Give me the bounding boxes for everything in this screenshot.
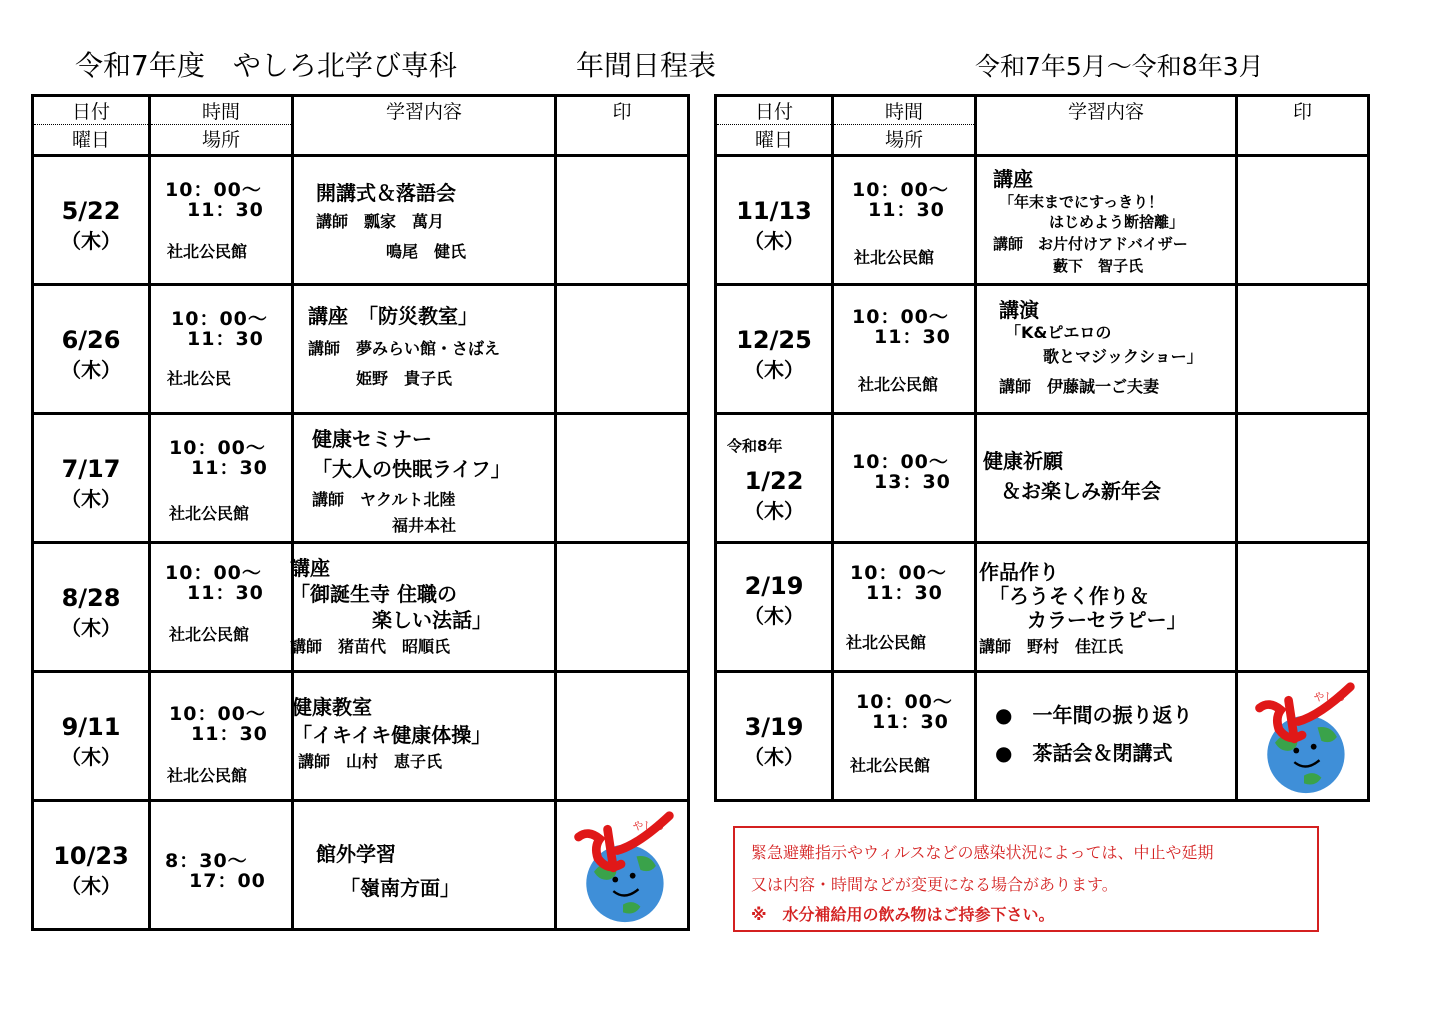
content-line: 歌とマジックショー」: [1043, 347, 1203, 366]
time-end: 11：30: [187, 582, 264, 604]
year-prefix: 令和8年: [727, 437, 783, 455]
content-line: 講師 夢みらい館・さばえ: [308, 339, 501, 358]
time-end: 11：30: [191, 457, 268, 479]
yashiro-kita-earth-logo-icon: [1246, 679, 1362, 795]
content-line: 健康祈願: [983, 449, 1063, 473]
header-place: 場所: [884, 129, 923, 151]
time-start: 10：00～: [852, 179, 949, 201]
header-date: 日付: [717, 97, 831, 125]
time-start: 10：00～: [852, 306, 949, 328]
table-row: [33, 414, 689, 543]
page-title: 令和7年度 やしろ北学び専科: [75, 49, 457, 82]
session-place: 社北公民館: [854, 248, 935, 267]
content-line: 「年末までにすっきり！: [999, 193, 1164, 211]
session-weekday: （木）: [61, 874, 121, 898]
session-date: 12/25: [736, 326, 812, 354]
content-line: 開講式＆落語会: [316, 181, 456, 205]
content-line: 館外学習: [316, 842, 396, 866]
session-weekday: （木）: [61, 616, 121, 640]
header-time: 時間: [834, 97, 974, 125]
stamp-cell: [556, 285, 689, 414]
content-line: 講師 ヤクルト北陸: [312, 490, 456, 509]
svg-text:やしろ: やしろ: [632, 819, 665, 833]
session-weekday: （木）: [744, 499, 804, 523]
yashiro-kita-earth-logo-icon: [565, 808, 681, 924]
notice-line-2: 又は内容・時間などが変更になる場合があります。: [751, 875, 1118, 894]
session-date: 11/13: [736, 197, 812, 225]
session-weekday: （木）: [744, 604, 804, 628]
session-date: 8/28: [61, 584, 121, 612]
stamp-cell: [1237, 672, 1369, 801]
time-start: 10：00～: [852, 451, 949, 473]
session-place: 社北公民館: [850, 756, 931, 775]
svg-text:やしろ: やしろ: [1313, 690, 1346, 704]
session-place: 社北公民館: [167, 766, 248, 785]
session-place: 社北公民館: [169, 625, 250, 644]
content-line: 「ろうそく作り＆: [989, 584, 1149, 608]
header-weekday: 曜日: [71, 129, 110, 151]
session-place: 社北公民館: [846, 633, 927, 652]
content-line: ＆お楽しみ新年会: [1001, 479, 1161, 503]
time-start: 10：00～: [165, 562, 262, 584]
session-date: 3/19: [744, 713, 804, 741]
content-line: 鳴尾 健氏: [386, 242, 467, 261]
content-line: 福井本社: [392, 516, 457, 535]
content-line: 講師 瓢家 萬月: [316, 212, 445, 231]
time-end: 11：30: [868, 199, 945, 221]
table-row: [716, 672, 1369, 801]
header-stamp: 印: [612, 101, 632, 123]
notice-line-1: 緊急避難指示やウィルスなどの感染状況によっては、中止や延期: [751, 843, 1214, 862]
content-line: 講座: [290, 556, 330, 580]
content-line: 健康セミナー: [312, 427, 432, 451]
header-place: 場所: [201, 129, 240, 151]
session-date: 9/11: [61, 713, 121, 741]
content-line: 姫野 貴子氏: [356, 369, 453, 388]
stamp-cell: [1237, 543, 1369, 672]
content-line: 「嶺南方面」: [340, 876, 460, 900]
schedule-title: 年間日程表: [576, 49, 717, 82]
stamp-cell: [556, 156, 689, 285]
table-row: [33, 285, 689, 414]
time-start: 10：00～: [850, 562, 947, 584]
session-weekday: （木）: [61, 358, 121, 382]
stamp-cell: [556, 414, 689, 543]
content-line: 「御誕生寺 住職の: [290, 582, 457, 606]
content-line: 楽しい法話」: [372, 608, 492, 632]
session-date: 5/22: [61, 197, 121, 225]
stamp-cell: [1237, 285, 1369, 414]
session-date: 2/19: [744, 572, 804, 600]
session-date: 6/26: [61, 326, 121, 354]
schedule-table-right: [714, 94, 1370, 802]
session-weekday: （木）: [61, 229, 121, 253]
table-row: [716, 285, 1369, 414]
session-weekday: （木）: [744, 358, 804, 382]
table-row: [33, 672, 689, 801]
header-date: 日付: [34, 97, 148, 125]
time-start: 10：00～: [856, 691, 953, 713]
table-row: [716, 414, 1369, 543]
session-date: 7/17: [61, 455, 121, 483]
time-end: 17：00: [189, 870, 266, 892]
notice-line-3: ※ 水分補給用の飲み物はご持参下さい。: [751, 905, 1055, 924]
stamp-cell: [556, 672, 689, 801]
stamp-cell: [1237, 156, 1369, 285]
content-line: 講座: [993, 167, 1033, 191]
content-line: ● 茶話会＆閉講式: [995, 741, 1173, 765]
content-line: 講師 伊藤誠一ご夫妻: [999, 377, 1160, 396]
content-line: 藪下 智子氏: [1053, 257, 1144, 275]
time-end: 11：30: [187, 328, 264, 350]
stamp-cell: [556, 543, 689, 672]
session-weekday: （木）: [61, 745, 121, 769]
content-line: 講師 お片付けアドバイザー: [993, 235, 1188, 253]
content-line: 「K&ピエロの: [1005, 323, 1112, 342]
content-line: 講師 猪苗代 昭順氏: [290, 637, 451, 656]
header-time: 時間: [151, 97, 291, 125]
header-content: 学習内容: [1067, 101, 1144, 123]
table-row: [33, 543, 689, 672]
stamp-cell: [556, 801, 689, 930]
table-row: [716, 543, 1369, 672]
content-line: ● 一年間の振り返り: [995, 703, 1193, 727]
time-start: 10：00～: [165, 179, 262, 201]
schedule-table-left: [31, 94, 690, 931]
table-row: [33, 801, 689, 930]
time-start: 10：00～: [169, 437, 266, 459]
time-end: 11：30: [874, 326, 951, 348]
time-end: 11：30: [187, 199, 264, 221]
content-line: 講座 「防災教室」: [308, 304, 478, 328]
content-line: カラーセラピー」: [1027, 608, 1187, 632]
table-header-row: [33, 96, 689, 156]
content-line: 講師 野村 佳江氏: [979, 637, 1124, 656]
notice-box: [733, 826, 1319, 932]
session-date: 10/23: [53, 842, 129, 870]
session-weekday: （木）: [744, 229, 804, 253]
session-weekday: （木）: [744, 745, 804, 769]
time-end: 13：30: [874, 471, 951, 493]
content-line: 講師 山村 恵子氏: [298, 752, 443, 771]
content-line: 講演: [999, 298, 1039, 322]
content-line: 「大人の快眠ライフ」: [312, 457, 511, 481]
session-date: 1/22: [744, 467, 804, 495]
table-row: [33, 156, 689, 285]
header-stamp: 印: [1292, 101, 1312, 123]
stamp-cell: [1237, 414, 1369, 543]
time-end: 11：30: [872, 711, 949, 733]
table-row: [716, 156, 1369, 285]
content-line: 健康教室: [292, 695, 372, 719]
content-line: 作品作り: [979, 560, 1059, 584]
header-weekday: 曜日: [754, 129, 793, 151]
session-place: 社北公民: [167, 369, 232, 388]
time-start: 8：30～: [165, 850, 248, 872]
time-end: 11：30: [191, 723, 268, 745]
session-place: 社北公民館: [858, 375, 939, 394]
time-start: 10：00～: [171, 308, 268, 330]
content-line: 「イキイキ健康体操」: [292, 723, 492, 747]
time-end: 11：30: [866, 582, 943, 604]
session-place: 社北公民館: [169, 504, 250, 523]
header-content: 学習内容: [385, 101, 462, 123]
session-weekday: （木）: [61, 487, 121, 511]
time-start: 10：00～: [169, 703, 266, 725]
session-place: 社北公民館: [167, 242, 248, 261]
period-label: 令和7年5月～令和8年3月: [975, 52, 1264, 81]
table-header-row: [716, 96, 1369, 156]
content-line: はじめよう断捨離」: [1049, 213, 1185, 231]
